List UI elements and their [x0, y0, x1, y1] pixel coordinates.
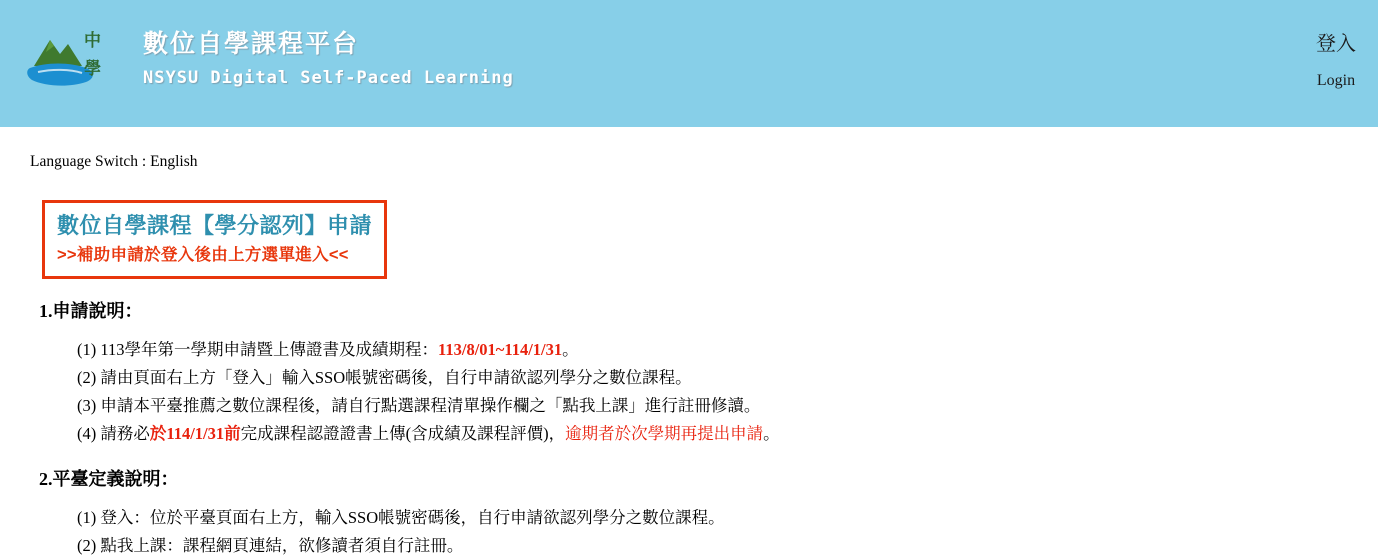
site-title-block	[143, 27, 514, 91]
item-prefix: (2)	[77, 536, 101, 555]
main-content	[0, 153, 1378, 559]
item-prefix: (1)	[77, 340, 101, 359]
language-switch-english-link[interactable]: English	[150, 153, 198, 170]
list-item	[77, 364, 1348, 391]
item-prefix: (4)	[77, 424, 101, 443]
section-1-items	[77, 336, 1348, 447]
section-heading-application	[39, 298, 1348, 324]
list-item	[77, 392, 1348, 419]
item-highlight-secondary: 逾期者於次學期再提出申請	[565, 424, 764, 443]
language-switch	[30, 153, 1348, 171]
svg-text:中: 中	[84, 31, 101, 50]
item-prefix: (2)	[77, 368, 101, 387]
list-item	[77, 504, 1348, 531]
item-text-after: 完成課程認證證書上傳(含成績及課程評價)，	[240, 424, 566, 443]
list-item	[77, 420, 1348, 447]
site-title-en: NSYSU Digital Self-Paced Learning	[143, 68, 514, 88]
svg-text:學: 學	[84, 59, 101, 78]
section-title-2: 平臺定義說明：	[52, 469, 179, 489]
nsysu-mountain-lake-logo-icon[interactable]	[24, 22, 120, 92]
item-text: 請由頁面右上方「登入」輸入SSO帳號密碼後，自行申請欲認列學分之數位課程。	[100, 368, 692, 387]
list-item	[77, 336, 1348, 363]
site-header	[0, 0, 1378, 127]
item-highlight: 113/8/01~114/1/31	[438, 340, 563, 359]
item-text: 點我上課：課程網頁連結，欲修讀者須自行註冊。	[100, 536, 464, 555]
item-prefix: (3)	[77, 396, 101, 415]
item-text: 113學年第一學期申請暨上傳證書及成績期程：	[100, 340, 439, 359]
item-prefix: (1)	[77, 508, 101, 527]
item-text: 申請本平臺推薦之數位課程後，請自行點選課程清單操作欄之「點我上課」進行註冊修讀。	[100, 396, 761, 415]
notice-subtitle: >>補助申請於登入後由上方選單進入<<	[57, 246, 349, 264]
section-heading-platform-definitions	[39, 466, 1348, 492]
item-text: 登入：位於平臺頁面右上方，輸入SSO帳號密碼後，自行申請欲認列學分之數位課程。	[100, 508, 725, 527]
language-switch-label: Language Switch :	[30, 153, 151, 170]
section-title-1: 申請說明：	[52, 301, 143, 321]
site-title-zh: 數位自學課程平台	[143, 30, 360, 58]
item-text-after: 。	[562, 340, 579, 359]
section-2-items	[77, 504, 1348, 559]
item-highlight: 於114/1/31前	[149, 424, 241, 443]
notice-title: 數位自學課程【學分認列】申請	[57, 213, 373, 238]
credit-application-notice	[42, 200, 387, 279]
login-label-zh: 登入	[1316, 33, 1356, 55]
login-label-en: Login	[1316, 72, 1356, 89]
item-text-end: 。	[763, 424, 780, 443]
section-number-1: 1.	[39, 301, 53, 321]
item-text: 請務必	[100, 424, 150, 443]
login-button[interactable]	[1316, 30, 1356, 94]
section-number-2: 2.	[39, 469, 53, 489]
